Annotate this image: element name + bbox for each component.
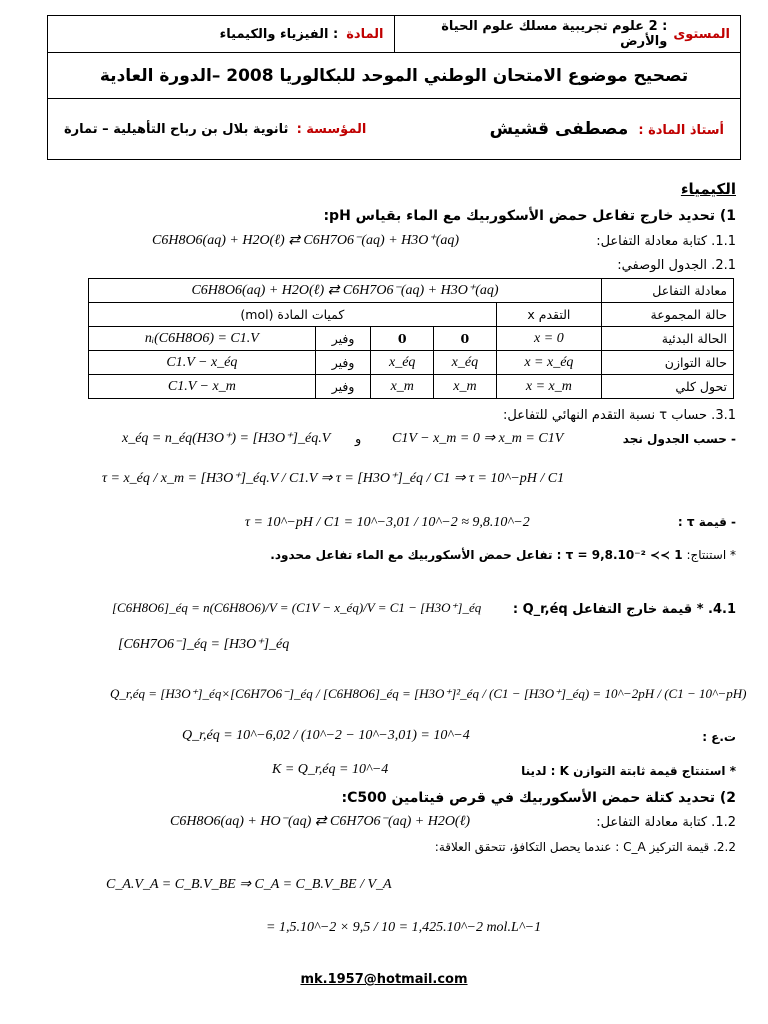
table-cell: x_m [434,375,497,399]
table-cell: x = x_m [496,375,601,399]
table-cell: x_éq [434,351,497,375]
xeq-expression: x_éq = n_éq(H3O⁺) = [H3O⁺]_éq.V [122,431,331,446]
header-row-teacher [48,99,740,159]
table-cell: C1.V − x_m [89,375,316,399]
teacher-name: مصطفى قشيش [489,119,629,139]
conclusion [270,548,736,562]
level-value: : 2 علوم تجريبية مسلك علوم الحياة والأرض [441,19,668,49]
conclusion-text: τ = 9,8.10⁻² ≺≺ 1 : تفاعل حمض الأسكوربيك مع الماء تفاعل محدود. [270,548,683,562]
table-advance-label: التقدم x [496,303,601,327]
q1-title: 1) تحديد خارج تفاعل حمض الأسكوربيك مع الماء بقياس pH: [323,208,736,224]
table-cell: 0 [371,327,434,351]
ca-expression: C_A.V_A = C_B.V_BE ⇒ C_A = C_B.V_BE / V_A [106,877,392,892]
q-expression: Q_r,éq = [H3O⁺]_éq×[C6H7O6⁻]_éq / [C6H8O6]_éq = [H3O⁺]²_éq / (C1 − [H3O⁺]_éq) = 10^−2pH / (C1 − 10^−pH) [110,686,747,701]
table-cell: C1.V − x_éq [89,351,316,375]
table-cell: وفير [315,351,371,375]
table-row [89,351,734,375]
table-row [89,303,734,327]
teacher-label: أستاذ المادة : [638,123,724,138]
header-row-subject [48,16,740,53]
level-cell [395,16,741,52]
q2-1-label: 2.1. الجدول الوصفي: [617,258,736,273]
subject-value: : الفيزياء والكيمياء [219,26,339,42]
table-row-label: حالة التوازن [602,351,734,375]
and-word: و [355,432,362,447]
table-cell: وفير [315,327,371,351]
table-cell: x = 0 [496,327,601,351]
subject-cell [48,16,395,52]
exam-title: تصحيح موضوع الامتحان الوطني الموحد للبكالوريا 2008 –الدورة العادية [48,53,740,99]
numerical-label: ت.ع : [702,730,736,744]
q2-2-label: 2.2. قيمة التركيز C_A : عندما يحصل التكافؤ، تتحقق العلاقة: [434,840,736,854]
table-row [89,327,734,351]
table-row [89,375,734,399]
conclusion-label: * استنتاج: [686,548,736,562]
equation-2: C6H8O6(aq) + HO⁻(aq) ⇄ C6H7O6⁻(aq) + H2O(ℓ) [170,814,471,829]
q2-title: 2) تحديد كتلة حمض الأسكوربيك في قرص فيتامين C500: [341,790,736,806]
footer-email: mk.1957@hotmail.com [300,972,468,987]
table-cell: nᵢ(C6H8O6) = C1.V [89,327,316,351]
tau-value-label: - قيمة τ : [677,515,736,529]
k-value: K = Q_r,éq = 10^−4 [272,762,389,777]
table-cell: x_éq [371,351,434,375]
ion-concentration: [C6H7O6⁻]_éq = [H3O⁺]_éq [118,637,290,652]
table-eq-label: معادلة التفاعل [602,279,734,303]
subject-label: المادة [346,26,384,42]
q3-1-label: 3.1. حساب τ نسبة التقدم النهائي للتفاعل: [503,408,736,423]
table-cell: وفير [315,375,371,399]
concentration-expression: [C6H8O6]_éq = n(C6H8O6)/V = (C1V − x_éq)/V = C1 − [H3O⁺]_éq [112,600,482,615]
level-label: المستوى [673,26,730,42]
table-row-label: تحول كلي [602,375,734,399]
equation-1: C6H8O6(aq) + H2O(ℓ) ⇄ C6H7O6⁻(aq) + H3O⁺(aq) [152,233,460,248]
q4-1-label: 4.1. * قيمة خارج التفاعل Q_r,éq : [512,602,736,617]
table-cell: 0 [434,327,497,351]
institution-label: المؤسسة : [296,121,367,137]
progress-table [88,278,734,399]
k-label: * استنتاج قيمة ثابتة التوازن K : لدينا [521,764,736,778]
institution-block [64,122,366,137]
q1-1-label: 1.1. كتابة معادلة التفاعل: [596,234,736,249]
exam-header [47,15,741,160]
institution-value: ثانوية بلال بن رباح التأهيلية – تمارة [64,121,289,137]
table-note: - حسب الجدول نجد [622,432,736,446]
tau-expression: τ = x_éq / x_m = [H3O⁺]_éq.V / C1.V ⇒ τ = [H3O⁺]_éq / C1 ⇒ τ = 10^−pH / C1 [102,471,565,486]
table-row-label: الحالة البدئية [602,327,734,351]
chem-heading: الكيمياء [680,180,736,198]
table-cell: x = x_éq [496,351,601,375]
table-state-label: حالة المجموعة [602,303,734,327]
table-amounts-label: كميات المادة (mol) [89,303,497,327]
xm-expression: C1V − x_m = 0 ⇒ x_m = C1V [392,431,564,446]
ca-value: = 1,5.10^−2 × 9,5 / 10 = 1,425.10^−2 mol.L^−1 [266,920,542,935]
teacher-block [490,119,724,139]
q-value: Q_r,éq = 10^−6,02 / (10^−2 − 10^−3,01) = 10^−4 [182,728,470,743]
table-eq-cell: C6H8O6(aq) + H2O(ℓ) ⇄ C6H7O6⁻(aq) + H3O⁺(aq) [89,279,602,303]
table-row [89,279,734,303]
table-cell: x_m [371,375,434,399]
tau-value: τ = 10^−pH / C1 = 10^−3,01 / 10^−2 ≈ 9,8.10^−2 [245,515,530,530]
q1-2-label: 1.2. كتابة معادلة التفاعل: [596,815,736,830]
